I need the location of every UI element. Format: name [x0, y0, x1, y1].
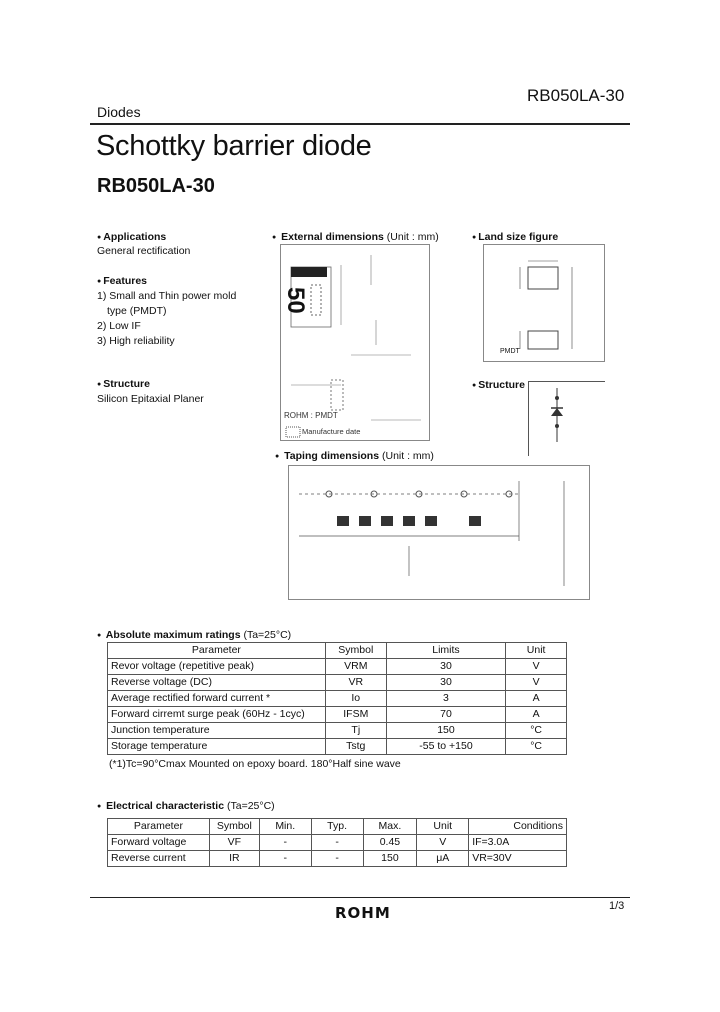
table-row [108, 835, 567, 851]
col-header: Unit [417, 819, 469, 835]
footer-rule [90, 897, 630, 898]
table-header-row [108, 643, 567, 659]
marking-50: 50 [282, 287, 309, 314]
taping-heading [275, 450, 434, 462]
cell: Revor voltage (repetitive peak) [108, 659, 326, 675]
rohm-pmdt-label: ROHM : PMDT [284, 411, 338, 420]
cell: 150 [386, 723, 506, 739]
feature-item: type (PMDT) [107, 305, 167, 317]
table-row [108, 723, 567, 739]
cell: 30 [386, 659, 506, 675]
diode-symbol [529, 382, 605, 456]
feature-item: 3) High reliability [97, 335, 175, 347]
cell: A [506, 691, 567, 707]
rohm-logo: ROHM [335, 904, 391, 922]
cell: Junction temperature [108, 723, 326, 739]
external-dims-heading [272, 231, 439, 243]
abs-max-cond: (Ta=25°C) [243, 629, 292, 641]
cell: 70 [386, 707, 506, 723]
cell: V [506, 659, 567, 675]
cell: Storage temperature [108, 739, 326, 755]
header-category: Diodes [97, 104, 141, 120]
table-row [108, 739, 567, 755]
cell: VR [325, 675, 386, 691]
col-header: Parameter [108, 643, 326, 659]
cell: IR [209, 851, 259, 867]
col-header: Unit [506, 643, 567, 659]
features-heading: ● Features [97, 275, 147, 287]
feature-item: 2) Low IF [97, 320, 141, 332]
cell: °C [506, 739, 567, 755]
table-row [108, 707, 567, 723]
cell: A [506, 707, 567, 723]
col-header: Min. [259, 819, 311, 835]
cell: IFSM [325, 707, 386, 723]
cell: VF [209, 835, 259, 851]
header-rule [90, 123, 630, 125]
col-header: Typ. [311, 819, 363, 835]
cell: VR=30V [469, 851, 567, 867]
page-number: 1/3 [609, 900, 625, 912]
page-title: Schottky barrier diode [96, 130, 372, 162]
cell: IF=3.0A [469, 835, 567, 851]
taping-title: Taping dimensions [284, 450, 380, 462]
cell: 30 [386, 675, 506, 691]
abs-max-table [107, 642, 567, 755]
land-pmdt-label: PMDT [500, 348, 520, 355]
cell: - [311, 851, 363, 867]
col-header: Symbol [209, 819, 259, 835]
cell: Average rectified forward current * [108, 691, 326, 707]
cell: 150 [363, 851, 417, 867]
col-header: Conditions [469, 819, 567, 835]
structure-fig-heading: ● Structure [472, 379, 525, 391]
external-dims-title: External dimensions [281, 231, 384, 243]
col-header: Limits [386, 643, 506, 659]
manufacture-date-label: Manufacture date [302, 427, 361, 436]
elec-table [107, 818, 567, 867]
table-row [108, 851, 567, 867]
structure-heading: ● Structure [97, 378, 150, 390]
col-header: Parameter [108, 819, 210, 835]
cell: V [506, 675, 567, 691]
elec-cond: (Ta=25°C) [226, 800, 275, 812]
cell: V [417, 835, 469, 851]
cell: Reverse voltage (DC) [108, 675, 326, 691]
cell: VRM [325, 659, 386, 675]
land-size-drawing [484, 245, 604, 361]
table-header-row [108, 819, 567, 835]
cell: - [311, 835, 363, 851]
external-dims-unit: (Unit : mm) [386, 231, 439, 243]
elec-heading [97, 800, 275, 812]
applications-text: General rectification [97, 245, 191, 257]
cell: Forward voltage [108, 835, 210, 851]
cell: - [259, 851, 311, 867]
applications-heading: ● Applications [97, 231, 166, 243]
table-row [108, 691, 567, 707]
land-size-heading: ● Land size figure [472, 231, 558, 243]
cell: 0.45 [363, 835, 417, 851]
abs-max-heading [97, 629, 291, 641]
cell: μA [417, 851, 469, 867]
cell: - [259, 835, 311, 851]
cell: -55 to +150 [386, 739, 506, 755]
cell: Forward cirremt surge peak (60Hz - 1cyc) [108, 707, 326, 723]
table-row [108, 675, 567, 691]
table-row [108, 659, 567, 675]
cell: °C [506, 723, 567, 739]
part-number: RB050LA-30 [97, 175, 215, 197]
taping-figure [288, 465, 590, 600]
feature-item: 1) Small and Thin power mold [97, 290, 237, 302]
structure-text: Silicon Epitaxial Planer [97, 393, 204, 405]
cell: Tj [325, 723, 386, 739]
structure-figure [528, 381, 605, 456]
cell: Reverse current [108, 851, 210, 867]
cell: 3 [386, 691, 506, 707]
taping-drawing [289, 466, 589, 599]
cell: Tstg [325, 739, 386, 755]
land-size-figure [483, 244, 605, 362]
col-header: Max. [363, 819, 417, 835]
abs-max-title: Absolute maximum ratings [105, 629, 241, 641]
elec-title: Electrical characteristic [106, 800, 225, 812]
col-header: Symbol [325, 643, 386, 659]
taping-unit: (Unit : mm) [381, 450, 434, 462]
header-part-number: RB050LA-30 [527, 86, 625, 105]
cell: Io [325, 691, 386, 707]
abs-max-note: (*1)Tc=90°Cmax Mounted on epoxy board. 180°Half sine wave [109, 758, 401, 770]
